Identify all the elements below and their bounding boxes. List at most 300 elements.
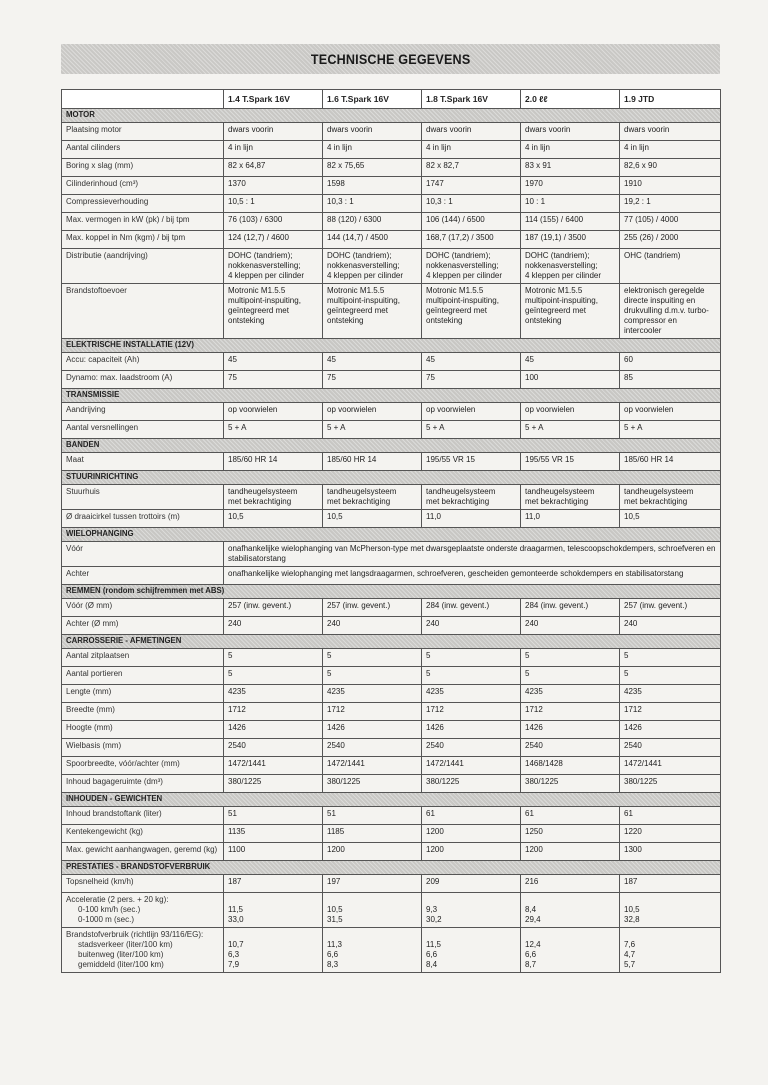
cell-value-line (228, 930, 318, 940)
cell-value-line: tandheugelsysteem (228, 487, 298, 496)
cell-value: 2540 (323, 739, 422, 757)
cell-value (521, 249, 620, 284)
cell-value-line (426, 895, 516, 905)
cell-value: 1250 (521, 825, 620, 843)
section-title: REMMEN (rondom schijfremmen met ABS) (62, 585, 721, 599)
row-label: Distributie (aandrijving) (62, 249, 224, 284)
table-row (62, 284, 721, 339)
cell-value-line: elektronisch geregelde (624, 286, 705, 295)
cell-value-line: Motronic M1.5.5 (228, 286, 286, 295)
table-row (62, 703, 721, 721)
cell-value: 284 (inw. gevent.) (521, 599, 620, 617)
cell-value: 45 (521, 353, 620, 371)
row-label: Max. gewicht aanhangwagen, geremd (kg) (62, 843, 224, 861)
cell-value: dwars voorin (323, 123, 422, 141)
section-header-row (62, 528, 721, 542)
cell-value: 1712 (521, 703, 620, 721)
cell-value: 61 (521, 807, 620, 825)
cell-value-line: 8,4 (426, 960, 438, 969)
row-label: Boring x slag (mm) (62, 159, 224, 177)
table-row (62, 159, 721, 177)
row-label: Dynamo: max. laadstroom (A) (62, 371, 224, 389)
cell-value: 88 (120) / 6300 (323, 213, 422, 231)
cell-value: dwars voorin (620, 123, 721, 141)
cell-value (323, 928, 422, 973)
cell-value: 240 (521, 617, 620, 635)
cell-value: 10,3 : 1 (422, 195, 521, 213)
section-title: CARROSSERIE - AFMETINGEN (62, 635, 721, 649)
cell-value-line: geïntegreerd met ontsteking (327, 306, 388, 325)
section-title: MOTOR (62, 109, 721, 123)
cell-value: 240 (224, 617, 323, 635)
cell-value-line: met bekrachtiging (228, 497, 292, 506)
table-row (62, 928, 721, 973)
cell-value-line: 7,9 (228, 960, 240, 969)
table-row (62, 403, 721, 421)
row-label-line: 0-100 km/h (sec.) (78, 905, 141, 914)
cell-value: 4 in lijn (620, 141, 721, 159)
cell-value: 240 (620, 617, 721, 635)
row-label-line: stadsverkeer (liter/100 km) (78, 940, 173, 949)
cell-value: 1712 (620, 703, 721, 721)
cell-value: 11,0 (521, 510, 620, 528)
cell-value: 1135 (224, 825, 323, 843)
row-label: Max. koppel in Nm (kgm) / bij tpm (62, 231, 224, 249)
cell-value-line: 4,7 (624, 950, 636, 959)
cell-value: 1747 (422, 177, 521, 195)
table-row (62, 739, 721, 757)
cell-value: 257 (inw. gevent.) (323, 599, 422, 617)
cell-value: 114 (155) / 6400 (521, 213, 620, 231)
cell-value: 257 (inw. gevent.) (620, 599, 721, 617)
table-row (62, 617, 721, 635)
row-label: Accu: capaciteit (Ah) (62, 353, 224, 371)
cell-value: 19,2 : 1 (620, 195, 721, 213)
cell-value: 2540 (224, 739, 323, 757)
cell-value: 11,0 (422, 510, 521, 528)
cell-value: 380/1225 (521, 775, 620, 793)
cell-value: 1200 (521, 843, 620, 861)
cell-value: 1200 (422, 825, 521, 843)
cell-value: 5 (422, 667, 521, 685)
cell-value-line: DOHC (tandriem); (426, 251, 491, 260)
cell-value: 82,6 x 90 (620, 159, 721, 177)
cell-value-line (525, 895, 615, 905)
cell-value: op voorwielen (422, 403, 521, 421)
cell-value-line: Motronic M1.5.5 (327, 286, 385, 295)
cell-value-line: 11,5 (426, 940, 441, 949)
row-label: Inhoud bagageruimte (dm³) (62, 775, 224, 793)
cell-value: 1426 (620, 721, 721, 739)
cell-value-line: met bekrachtiging (327, 497, 391, 506)
row-label-line: gemiddeld (liter/100 km) (78, 960, 164, 969)
cell-value: 82 x 64,87 (224, 159, 323, 177)
cell-value: 185/60 HR 14 (620, 453, 721, 471)
cell-value-line: multipoint-inspuiting, (426, 296, 499, 305)
section-title: TRANSMISSIE (62, 389, 721, 403)
cell-value: 10,3 : 1 (323, 195, 422, 213)
cell-value (521, 485, 620, 510)
cell-value: 1712 (224, 703, 323, 721)
table-row (62, 649, 721, 667)
row-label: Aantal cilinders (62, 141, 224, 159)
cell-value (323, 249, 422, 284)
table-row (62, 195, 721, 213)
cell-value: 1200 (422, 843, 521, 861)
cell-value-line: nokkenasverstelling; (426, 261, 499, 270)
table-row (62, 875, 721, 893)
row-label: Aantal versnellingen (62, 421, 224, 439)
cell-value (422, 485, 521, 510)
row-label: Achter (62, 567, 224, 585)
row-label: Kentekengewicht (kg) (62, 825, 224, 843)
table-row (62, 510, 721, 528)
section-title: STUURINRICHTING (62, 471, 721, 485)
cell-value: 1185 (323, 825, 422, 843)
cell-value: 51 (224, 807, 323, 825)
section-header-row (62, 109, 721, 123)
cell-value (422, 249, 521, 284)
section-title: BANDEN (62, 439, 721, 453)
cell-value: dwars voorin (224, 123, 323, 141)
cell-value-line: nokkenasverstelling; (525, 261, 598, 270)
cell-value: 1472/1441 (323, 757, 422, 775)
section-header-row (62, 861, 721, 875)
cell-value: 4235 (521, 685, 620, 703)
cell-value: 5 + A (521, 421, 620, 439)
table-row (62, 371, 721, 389)
cell-value-line: geïntegreerd met ontsteking (228, 306, 289, 325)
cell-value-line: compressor en intercooler (624, 316, 677, 335)
row-label-line: 0-1000 m (sec.) (78, 915, 135, 924)
cell-value-line: geïntegreerd met ontsteking (525, 306, 586, 325)
cell-value (620, 485, 721, 510)
cell-value-line: 4 kleppen per cilinder (426, 271, 503, 280)
cell-value-line: 8,3 (327, 960, 339, 969)
cell-value (224, 928, 323, 973)
cell-value: 1712 (323, 703, 422, 721)
cell-value-line: nokkenasverstelling; (327, 261, 400, 270)
cell-value: 185/60 HR 14 (323, 453, 422, 471)
cell-value-line (624, 895, 716, 905)
cell-value-line: 5,7 (624, 960, 636, 969)
column-header: 2.0 ℓℓ (521, 90, 620, 109)
cell-value: 197 (323, 875, 422, 893)
table-row (62, 721, 721, 739)
row-label (62, 928, 224, 973)
section-title: WIELOPHANGING (62, 528, 721, 542)
cell-value: 257 (inw. gevent.) (224, 599, 323, 617)
cell-value-line: 4 kleppen per cilinder (327, 271, 404, 280)
cell-value: 2540 (521, 739, 620, 757)
table-row (62, 807, 721, 825)
cell-value: 10,5 (224, 510, 323, 528)
row-label: Aandrijving (62, 403, 224, 421)
cell-value-line: 10,5 (624, 905, 640, 914)
cell-value: dwars voorin (422, 123, 521, 141)
row-label-line: buitenweg (liter/100 km) (78, 950, 164, 959)
cell-value-line: DOHC (tandriem); (327, 251, 392, 260)
table-row (62, 485, 721, 510)
section-header-row (62, 389, 721, 403)
cell-value (620, 893, 721, 928)
cell-value (422, 284, 521, 339)
cell-value: 4 in lijn (323, 141, 422, 159)
cell-value: 168,7 (17,2) / 3500 (422, 231, 521, 249)
cell-value: 10 : 1 (521, 195, 620, 213)
cell-value: 45 (224, 353, 323, 371)
cell-value (620, 284, 721, 339)
cell-value: 45 (323, 353, 422, 371)
cell-value: 75 (323, 371, 422, 389)
cell-value: 100 (521, 371, 620, 389)
cell-value-line: 10,5 (327, 905, 343, 914)
cell-value-line: multipoint-inspuiting, (228, 296, 301, 305)
cell-value: op voorwielen (620, 403, 721, 421)
cell-value-line: 30,2 (426, 915, 442, 924)
table-row (62, 249, 721, 284)
cell-value: 5 (620, 667, 721, 685)
cell-value (620, 928, 721, 973)
table-row (62, 667, 721, 685)
cell-value: 144 (14,7) / 4500 (323, 231, 422, 249)
table-row (62, 231, 721, 249)
cell-value-line: 31,5 (327, 915, 343, 924)
section-header-row (62, 439, 721, 453)
cell-value (620, 249, 721, 284)
cell-value-line: met bekrachtiging (426, 497, 490, 506)
cell-value: 1472/1441 (620, 757, 721, 775)
cell-value: 1200 (323, 843, 422, 861)
cell-value-line: 10,7 (228, 940, 244, 949)
cell-value: 5 (224, 649, 323, 667)
cell-value-line: tandheugelsysteem (327, 487, 397, 496)
cell-value: op voorwielen (224, 403, 323, 421)
cell-value: 106 (144) / 6500 (422, 213, 521, 231)
header-row (62, 90, 721, 109)
cell-value (422, 893, 521, 928)
cell-value: 82 x 75,65 (323, 159, 422, 177)
table-row (62, 567, 721, 585)
cell-value: 77 (105) / 4000 (620, 213, 721, 231)
cell-value: 4 in lijn (422, 141, 521, 159)
cell-value-line: met bekrachtiging (624, 497, 688, 506)
column-header: 1.6 T.Spark 16V (323, 90, 422, 109)
cell-value-line: tandheugelsysteem (426, 487, 496, 496)
cell-value-line: 9,3 (426, 905, 438, 914)
row-label: Inhoud brandstoftank (liter) (62, 807, 224, 825)
section-header-row (62, 585, 721, 599)
row-label: Achter (Ø mm) (62, 617, 224, 635)
row-label: Wielbasis (mm) (62, 739, 224, 757)
row-label: Topsnelheid (km/h) (62, 875, 224, 893)
row-label: Ø draaicirkel tussen trottoirs (m) (62, 510, 224, 528)
cell-value-line: OHC (tandriem) (624, 251, 681, 260)
section-title: ELEKTRISCHE INSTALLATIE (12V) (62, 339, 721, 353)
cell-value: 209 (422, 875, 521, 893)
cell-value-line: 32,8 (624, 915, 640, 924)
cell-value-line: 6,6 (426, 950, 438, 959)
cell-value: 75 (224, 371, 323, 389)
row-label: Lengte (mm) (62, 685, 224, 703)
cell-value-line: multipoint-inspuiting, (525, 296, 598, 305)
cell-value-line: 8,4 (525, 905, 537, 914)
cell-value: 187 (224, 875, 323, 893)
table-row (62, 213, 721, 231)
row-label (62, 893, 224, 928)
cell-value-line: tandheugelsysteem (624, 487, 694, 496)
cell-value (323, 485, 422, 510)
cell-value: 51 (323, 807, 422, 825)
table-row (62, 843, 721, 861)
row-label: Aantal portieren (62, 667, 224, 685)
row-label: Brandstoftoevoer (62, 284, 224, 339)
table-row (62, 141, 721, 159)
cell-value: 4 in lijn (224, 141, 323, 159)
cell-value-line: 12,4 (525, 940, 541, 949)
row-label: Plaatsing motor (62, 123, 224, 141)
cell-value: 1712 (422, 703, 521, 721)
spec-table (61, 89, 721, 973)
cell-value: 240 (323, 617, 422, 635)
cell-value (224, 893, 323, 928)
cell-value: 1598 (323, 177, 422, 195)
cell-value: 1300 (620, 843, 721, 861)
column-header: 1.4 T.Spark 16V (224, 90, 323, 109)
cell-value: 5 (521, 667, 620, 685)
cell-value-line: 4 kleppen per cilinder (228, 271, 305, 280)
row-label: Breedte (mm) (62, 703, 224, 721)
table-row (62, 757, 721, 775)
cell-value-line: geïntegreerd met ontsteking (426, 306, 487, 325)
section-header-row (62, 635, 721, 649)
row-label: Maat (62, 453, 224, 471)
cell-value-line (426, 930, 516, 940)
cell-value: 1468/1428 (521, 757, 620, 775)
cell-value: 1910 (620, 177, 721, 195)
table-row (62, 685, 721, 703)
cell-value: 5 (422, 649, 521, 667)
cell-value: op voorwielen (521, 403, 620, 421)
cell-value: 185/60 HR 14 (224, 453, 323, 471)
cell-value: 1426 (323, 721, 422, 739)
cell-value-line: nokkenasverstelling; (228, 261, 301, 270)
cell-value: 2540 (422, 739, 521, 757)
cell-value: 195/55 VR 15 (422, 453, 521, 471)
cell-value: 82 x 82,7 (422, 159, 521, 177)
cell-value-line: tandheugelsysteem (525, 487, 595, 496)
cell-value-line (525, 930, 615, 940)
cell-value: 4235 (224, 685, 323, 703)
cell-value: 124 (12,7) / 4600 (224, 231, 323, 249)
cell-value-line: Motronic M1.5.5 (426, 286, 484, 295)
cell-value (224, 485, 323, 510)
cell-value (521, 928, 620, 973)
row-label: Hoogte (mm) (62, 721, 224, 739)
cell-value (323, 284, 422, 339)
title-bar (61, 44, 720, 74)
cell-value: 5 + A (323, 421, 422, 439)
section-header-row (62, 793, 721, 807)
row-label: Aantal zitplaatsen (62, 649, 224, 667)
cell-value: 5 (323, 667, 422, 685)
cell-value: 187 (19,1) / 3500 (521, 231, 620, 249)
cell-value: 61 (620, 807, 721, 825)
cell-value: op voorwielen (323, 403, 422, 421)
row-label-line: Brandstofverbruik (richtlijn 93/116/EG): (66, 930, 204, 939)
table-row (62, 893, 721, 928)
column-header: 1.8 T.Spark 16V (422, 90, 521, 109)
section-title: INHOUDEN - GEWICHTEN (62, 793, 721, 807)
cell-value (224, 284, 323, 339)
table-row (62, 775, 721, 793)
cell-value-line: 6,6 (327, 950, 339, 959)
cell-value: 45 (422, 353, 521, 371)
cell-value: 380/1225 (422, 775, 521, 793)
cell-value-line (327, 895, 417, 905)
cell-value (422, 928, 521, 973)
cell-value: 10,5 (323, 510, 422, 528)
cell-value-line: directe inspuiting en (624, 296, 696, 305)
cell-value: 240 (422, 617, 521, 635)
cell-value-line: 11,5 (228, 905, 243, 914)
row-label-line: Acceleratie (2 pers. + 20 kg): (66, 895, 169, 904)
row-label: Vóór (62, 542, 224, 567)
cell-value-line (624, 930, 716, 940)
row-value-span: onafhankelijke wielophanging met langsdraagarmen, schroefveren, gescheiden gemonteerde schokdempers en stabilisatorstang (224, 567, 721, 585)
cell-value: 83 x 91 (521, 159, 620, 177)
cell-value: 85 (620, 371, 721, 389)
page-title: TECHNISCHE GEGEVENS (310, 51, 471, 67)
cell-value: 75 (422, 371, 521, 389)
row-label: Max. vermogen in kW (pk) / bij tpm (62, 213, 224, 231)
table-row (62, 453, 721, 471)
cell-value: 380/1225 (224, 775, 323, 793)
section-header-row (62, 339, 721, 353)
table-row (62, 353, 721, 371)
cell-value-line: met bekrachtiging (525, 497, 589, 506)
cell-value: 4235 (323, 685, 422, 703)
cell-value: 4235 (422, 685, 521, 703)
cell-value (224, 249, 323, 284)
cell-value: 1970 (521, 177, 620, 195)
cell-value: 4 in lijn (521, 141, 620, 159)
header-corner (62, 90, 224, 109)
table-row (62, 825, 721, 843)
cell-value: 5 (620, 649, 721, 667)
cell-value: 1220 (620, 825, 721, 843)
cell-value-line: 8,7 (525, 960, 537, 969)
cell-value: 1426 (422, 721, 521, 739)
cell-value: 10,5 (620, 510, 721, 528)
cell-value: 5 + A (224, 421, 323, 439)
cell-value-line: DOHC (tandriem); (525, 251, 590, 260)
cell-value (323, 893, 422, 928)
column-header: 1.9 JTD (620, 90, 721, 109)
cell-value: 60 (620, 353, 721, 371)
cell-value: 61 (422, 807, 521, 825)
cell-value-line: DOHC (tandriem); (228, 251, 293, 260)
cell-value: 380/1225 (620, 775, 721, 793)
cell-value: 10,5 : 1 (224, 195, 323, 213)
cell-value: 187 (620, 875, 721, 893)
cell-value: 284 (inw. gevent.) (422, 599, 521, 617)
cell-value: 5 (224, 667, 323, 685)
cell-value: 1426 (521, 721, 620, 739)
cell-value: 2540 (620, 739, 721, 757)
cell-value: 5 (323, 649, 422, 667)
cell-value-line: 4 kleppen per cilinder (525, 271, 602, 280)
